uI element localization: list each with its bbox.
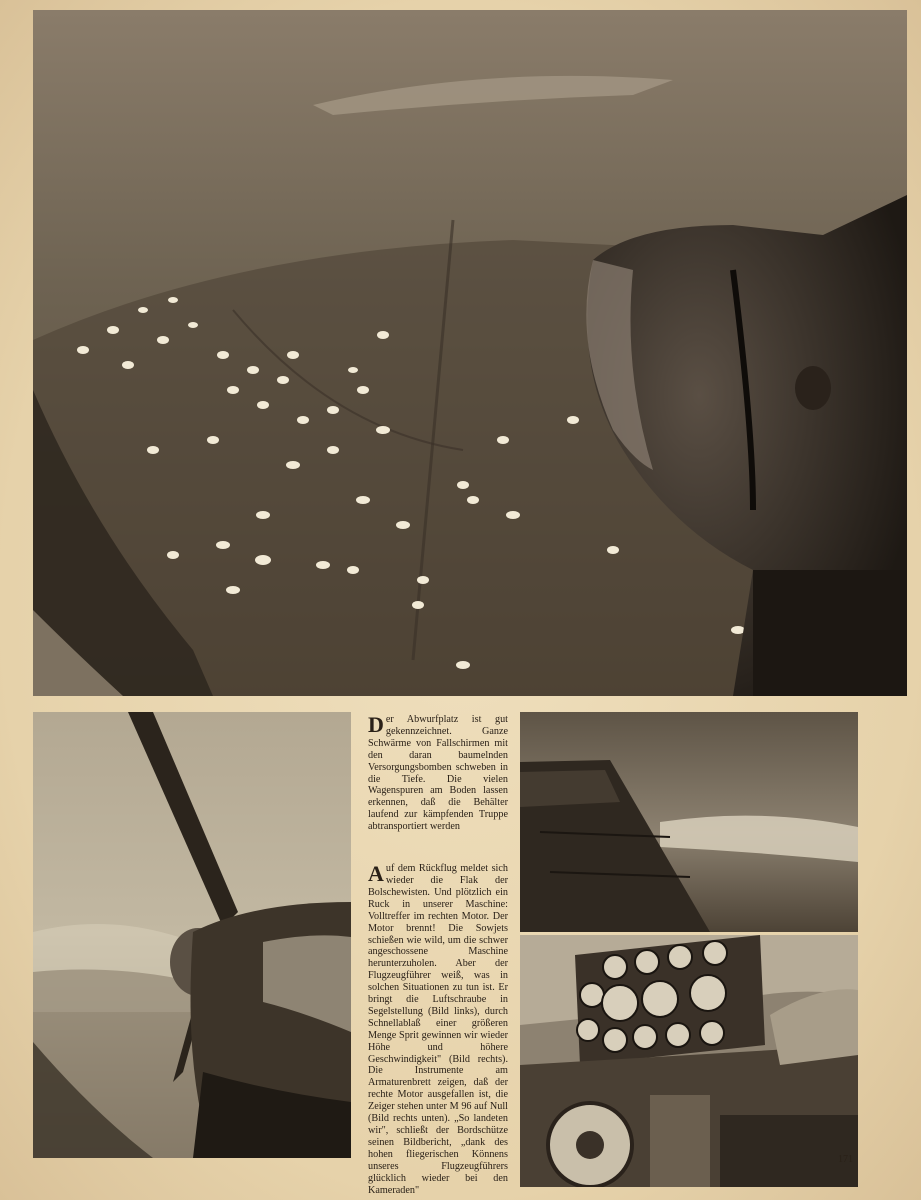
aerial-photo-parachute-drop — [33, 10, 907, 696]
page-number: 171 — [838, 1154, 853, 1165]
instrument-panel-photo — [520, 935, 858, 1187]
paragraph-1-text: er Abwurfplatz ist gut gekennzeichnet. Ganze Schwärme von Fallschirmen mit den daran baumelnden Versorgungsbomben schweben in die Tiefe. Die vielen Wagenspuren am Boden lassen erkennen, daß die Behälter laufend zur kämpfenden Truppe abtransportiert werden — [368, 714, 508, 833]
article-paragraph-1 — [368, 714, 508, 833]
article-text-column — [368, 714, 508, 1196]
paragraph-2-text: uf dem Rückflug meldet sich wieder die Flak der Bolschewisten. Und plötzlich ein Ruck in unserer Maschine: Volltreffer im rechten Motor. Der Motor brennt! Die Sowjets schießen wie wild, um die schwer angeschossene Maschine herunterzuholen. Aber der Flugzeugführer weiß, was in solchen Situationen zu tun ist. Er bringt die Luftschraube in Segelstellung (Bild links), durch Schnellablaß einer größeren Menge Sprit gewinnen wir wieder Höhe und höhere Geschwindigkeit" (Bild rechts). Die Instrumente am Armaturenbrett zeigen, daß der rechte Motor ausgefallen ist, die Zeiger stehen unter M 96 auf Null (Bild rechts unten). „So landeten wir", schließt der Bordschütze seinen Bildbericht, „dank des hohen fliegerischen Könnens unseres Flugzeugführers glücklich wieder bei den Kameraden" — [368, 863, 508, 1196]
drop-cap-a: A — [368, 861, 384, 887]
wing-above-clouds-photo — [520, 712, 858, 932]
article-paragraph-2 — [368, 863, 508, 1196]
feathered-propeller-photo — [33, 712, 351, 1158]
drop-cap-d: D — [368, 712, 384, 737]
